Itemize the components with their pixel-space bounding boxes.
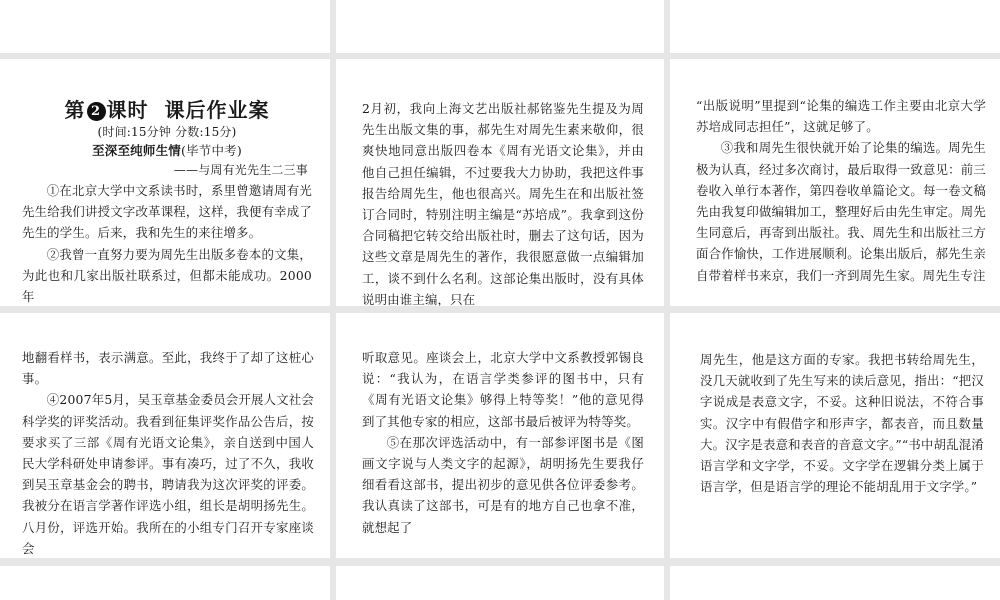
page-panel-2: [336, 59, 664, 306]
panel-3-content: [696, 95, 986, 286]
article-source: (毕节中考): [180, 143, 242, 158]
page-panel-top-strip-left: [0, 0, 330, 53]
page-panel-bottom-strip-left: [0, 566, 330, 600]
paragraph: ③我和周先生很快就开始了论集的编选。周先生极为认真，经过多次商讨，最后取得一致意见：前三卷收入单行本著作，第四卷收单篇论文。每一卷文稿先由我复印做编辑加工，整理好后由先生审定。周先生同意后，再寄到出版社。我、周先生和出版社三方面合作愉快，工作进展顺利。论集出版后，郝先生亲自带着样书来京，我们一齐到周先生家。周先生专注: [696, 140, 986, 283]
lesson-number-badge: 2: [87, 102, 106, 121]
article-title: 至深至纯师生情(毕节中考): [92, 143, 242, 158]
paragraph: 地翻看样书，表示满意。至此，我终于了却了这桩心事。: [22, 350, 314, 387]
panel-5-content: [362, 347, 644, 538]
page-panel-top-strip-right: [670, 0, 1000, 53]
panel-1-content: [22, 97, 312, 306]
time-score-info: (时间:15分钟 分数:15分): [97, 125, 237, 139]
paragraph: “出版说明”里提到“论集的编选工作主要由北京大学苏培成同志担任”，这就足够了。: [696, 98, 986, 135]
panel-2-content: [362, 98, 644, 306]
lesson-title: 第 2 课时 课后作业案: [64, 98, 270, 122]
panel-6-content: [700, 349, 984, 497]
article-subtitle: ——与周有光先生二三事: [173, 163, 308, 177]
paragraph: ⑤在那次评选活动中，有一部参评图书是《图画文字说与人类文字的起源》，胡明扬先生要我仔细看看这部书，提出初步的意见供各位评委参考。我认真读了这部书，可是有的地方自己也拿不准，就想起了: [362, 434, 644, 535]
page-panel-4: [0, 313, 330, 558]
paragraph: ①在北京大学中文系读书时，系里曾邀请周有光先生给我们讲授文字改革课程，这样，我便有幸成了先生的学生。后来，我和先生的来往增多。: [22, 183, 312, 241]
paragraph: 听取意见。座谈会上，北京大学中文系教授郭锡良说：“我认为，在语言学类参评的图书中，只有《周有光语文论集》够得上特等奖！”他的意见得到了其他专家的相应，这部书最后被评为特等奖。: [362, 350, 644, 429]
panel-4-content: [22, 347, 314, 558]
page-panel-bottom-strip-right: [670, 566, 1000, 600]
paragraph: 周先生，他是这方面的专家。我把书转给周先生，没几天就收到了先生写来的读后意见，指出：“把汉字说成是表意文字，不妥。这种旧说法，不符合事实。汉字中有假借字和形声字，都表音，而且数量大。汉字是表意和表音的音意文字。”“书中胡乱混淆语言学和文字学，不妥。文字学在逻辑分类上属于语言学，但是语言学的理论不能胡乱用于文字学。”: [700, 352, 984, 495]
page-panel-bottom-strip-middle: [336, 566, 664, 600]
paragraph: ②我曾一直努力要为周先生出版多卷本的文集，为此也和几家出版社联系过，但都未能成功。2000年: [22, 246, 312, 305]
page-panel-6: [670, 313, 1000, 558]
page-panel-1: [0, 59, 330, 306]
page-panel-5: [336, 313, 664, 558]
page-panel-top-strip-middle: [336, 0, 664, 53]
paragraph: ④2007年5月，吴玉章基金委员会开展人文社会科学奖的评奖活动。我看到征集评奖作品公告后，按要求买了三部《周有光语文论集》，亲自送到中国人民大学科研处申请参评。事有凑巧，过了不久，我收到吴玉章基金会的聘书，聘请我为这次评奖的评委。我被分在语言学著作评选小组，组长是胡明扬先生。八月份，评选开始。我所在的小组专门召开专家座谈会: [22, 392, 314, 556]
paragraph: 2月初，我向上海文艺出版社郝铭鉴先生提及为周先生出版文集的事，郝先生对周先生素来敬仰，很爽快地同意出版四卷本《周有光语文论集》，并由他自己担任编辑，不过要我大力协助，我把这件事报告给周先生，他也很高兴。周先生在和出版社签订合同时，特别注明主编是“苏培成”。我拿到这份合同稿把它转交给出版社时，删去了这句话，因为这些文章是周先生的著作，我很愿意做一点编辑加工，谈不到什么名利。这部论集出版时，没有具体说明由谁主编，只在: [362, 101, 644, 306]
page-panel-3: [670, 59, 1000, 306]
